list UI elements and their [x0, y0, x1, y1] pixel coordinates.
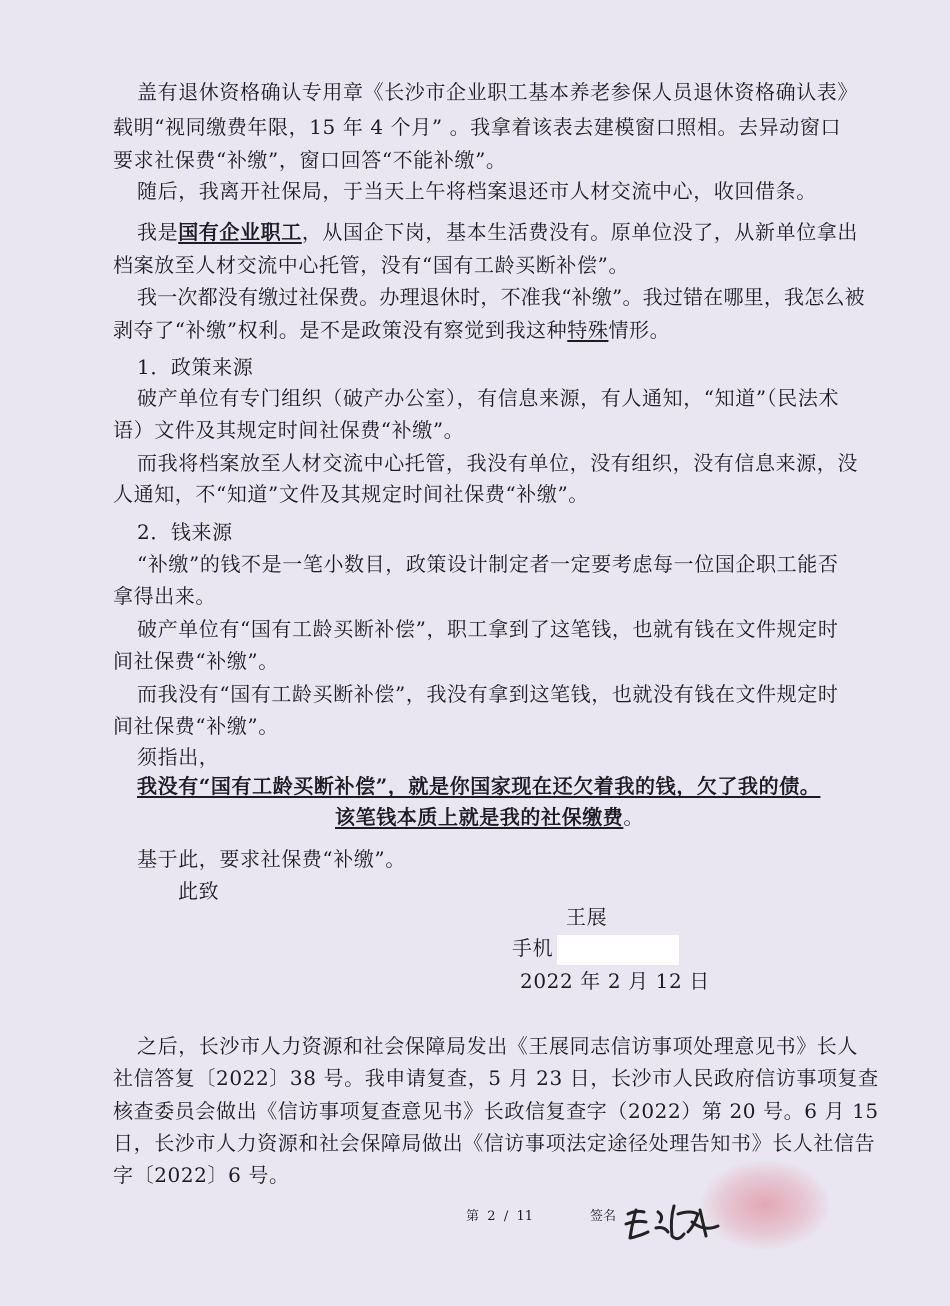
section-heading: 1．政策来源: [137, 355, 254, 379]
phone-line: [512, 934, 679, 965]
text-line: 社信答复〔2022〕38 号。我申请复查，5 月 23 日，长沙市人民政府信访事项复查: [113, 1066, 879, 1090]
text-line: [113, 316, 670, 344]
text-line: 破产单位有专门组织（破产办公室），有信息来源，有人通知，“知道”（民法术: [137, 386, 840, 410]
signer-name: 王展: [566, 905, 608, 929]
sign-label: 签名: [590, 1209, 617, 1224]
text-line: 须指出，: [137, 745, 220, 769]
bold-text: 该笔钱本质上就是我的社保缴费: [335, 805, 624, 829]
text-line: 语）文件及其规定时间社保费“补缴”。: [113, 418, 465, 442]
text-span: 我是: [137, 220, 179, 244]
text-line: 档案放至人材交流中心托管，没有“国有工龄买断补偿”。: [113, 253, 630, 277]
text-line: 人通知，不“知道”文件及其规定时间社保费“补缴”。: [113, 482, 589, 506]
text-span: 。: [623, 805, 645, 829]
text-line: 随后，我离开社保局，于当天上午将档案退还市人材交流中心，收回借条。: [137, 179, 817, 203]
redacted-phone: [557, 935, 679, 965]
text-line: 核查委员会做出《信访事项复查意见书》长政信复查字（2022）第 20 号。6 月 15: [113, 1099, 879, 1123]
text-line: [137, 218, 858, 246]
section-heading: 2．钱来源: [137, 520, 233, 544]
emphasis-text: 国有企业职工: [178, 220, 302, 244]
text-line: 字〔2022〕6 号。: [113, 1163, 290, 1187]
text-line: 而我将档案放至人材交流中心托管，我没有单位，没有组织，没有信息来源，没: [137, 451, 858, 475]
text-span: ，从国企下岗，基本生活费没有。原单位没了，从新单位拿出: [301, 220, 859, 244]
text-span: 剥夺了“补缴”权利。是不是政策没有察觉到我这种: [113, 318, 568, 342]
page-total: 11: [516, 1209, 534, 1224]
text-line: 载明“视同缴费年限，15 年 4 个月” 。我拿着该表去建模窗口照相。去异动窗口: [113, 115, 842, 139]
text-line: 基于此，要求社保费“补缴”。: [137, 847, 406, 871]
date-line: 2022 年 2 月 12 日: [520, 969, 710, 993]
text-span: 情形。: [608, 318, 671, 342]
bold-statement: [335, 803, 644, 831]
text-line: 而我没有“国有工龄买断补偿”，我没有拿到这笔钱，也就没有钱在文件规定时: [137, 682, 839, 706]
handwritten-signature-icon: [618, 1192, 738, 1252]
text-line: 我一次都没有缴过社保费。办理退休时，不准我“补缴”。我过错在哪里，我怎么被: [137, 285, 865, 309]
text-line: 破产单位有“国有工龄买断补偿”，职工拿到了这笔钱，也就有钱在文件规定时: [137, 617, 839, 641]
bold-statement: 我没有“国有工龄买断补偿”，就是你国家现在还欠着我的钱，欠了我的债。: [137, 774, 821, 798]
phone-label: 手机: [512, 936, 554, 960]
emphasis-text: 特殊: [567, 318, 609, 342]
page-number: [466, 1208, 533, 1226]
text-line: 拿得出来。: [113, 584, 216, 608]
text-line: 盖有退休资格确认专用章《长沙市企业职工基本养老参保人员退休资格确认表》: [137, 80, 858, 104]
text-line: 间社保费“补缴”。: [113, 649, 279, 673]
text-line: 之后，长沙市人力资源和社会保障局发出《王展同志信访事项处理意见书》长人: [137, 1034, 858, 1058]
text-line: 要求社保费“补缴”，窗口回答“不能补缴”。: [113, 148, 507, 172]
closing-text: 此致: [178, 879, 220, 903]
text-line: “补缴”的钱不是一笔小数目，政策设计制定者一定要考虑每一位国企职工能否: [137, 552, 839, 576]
page-sep: /: [503, 1209, 509, 1224]
page-current: 2: [487, 1209, 496, 1224]
text-line: 间社保费“补缴”。: [113, 714, 279, 738]
page-prefix: 第: [466, 1209, 480, 1224]
text-line: 日，长沙市人力资源和社会保障局做出《信访事项法定途径处理告知书》长人社信告: [113, 1131, 876, 1155]
